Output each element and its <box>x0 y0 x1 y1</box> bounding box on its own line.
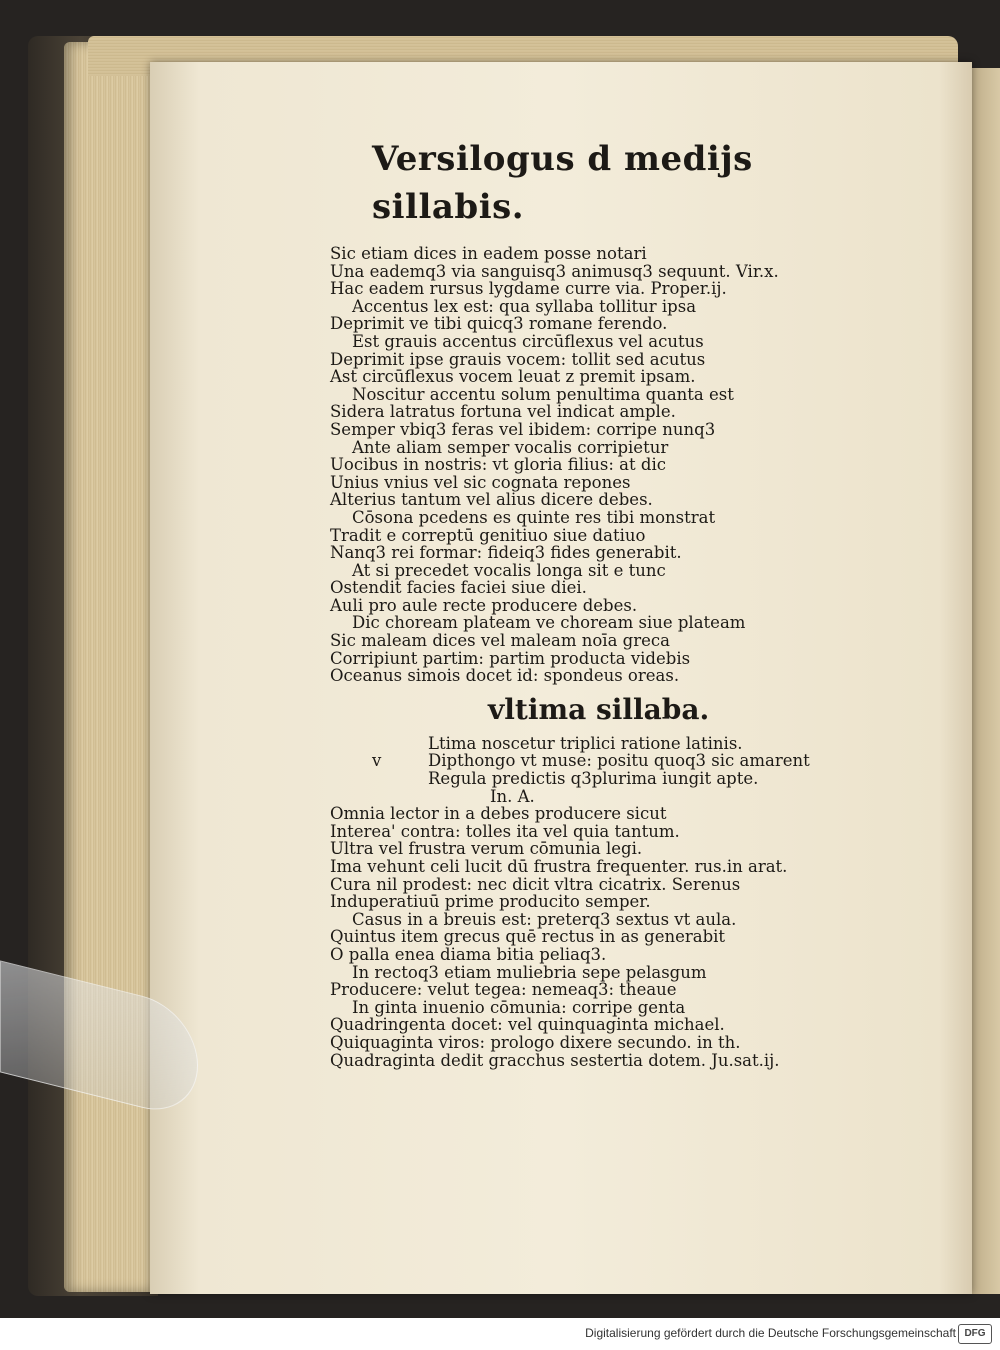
text-line <box>330 735 850 753</box>
text-line: Cōsona pcedens es quinte res tibi monstrat <box>352 507 716 527</box>
section-final-syllable <box>330 805 850 1069</box>
text-line: Hac eadem rursus lygdame curre via. Proper.ij. <box>330 279 727 299</box>
text-line: Quintus item grecus quē rectus in as generabit <box>330 927 726 947</box>
footer-text: Digitalisierung gefördert durch die Deutsche Forschungsgemeinschaft <box>585 1326 956 1340</box>
text-line: Deprimit ipse grauis vocem: tollit sed acutus <box>330 349 706 369</box>
text-line: Corripiunt partim: partim producta videbis <box>330 648 691 668</box>
text-line: Est grauis accentus circūflexus vel acutus <box>352 331 704 351</box>
text-line: Sic etiam dices in eadem posse notari <box>330 244 647 263</box>
text-line: Accentus lex est: qua syllaba tollitur ipsa <box>352 296 697 316</box>
text-line: Sic maleam dices vel maleam noīa greca <box>330 631 670 651</box>
line-text: Dipthongo vt muse: positu quoq3 sic amarent <box>428 751 810 771</box>
text-line: Quadraginta dedit gracchus sestertia dotem. Ju.sat.ij. <box>330 1050 780 1070</box>
line-text: Regula predictis q3plurima iungit apte. <box>428 769 759 789</box>
text-line: Ante aliam semper vocalis corripietur <box>352 437 669 457</box>
text-line: Tradit e correptū genitiuo siue datiuo <box>330 525 646 545</box>
text-line: Uocibus in nostris: vt gloria filius: at dic <box>330 455 666 475</box>
text-line: Deprimit ve tibi quicq3 romane ferendo. <box>330 314 668 334</box>
text-line: Unius vnius vel sic cognata repones <box>330 472 631 492</box>
text-line: Noscitur accentu solum penultima quanta est <box>352 384 734 404</box>
text-line: Auli pro aule recte producere debes. <box>330 595 638 615</box>
text-line <box>330 752 850 770</box>
text-line <box>330 770 850 788</box>
text-line: Casus in a breuis est: preterq3 sextus vt aula. <box>352 909 737 929</box>
text-line: Nanq3 rei formar: fideiq3 fides generabit. <box>330 543 682 563</box>
text-line: Quiquaginta viros: prologo dixere secundo. in th. <box>330 1032 741 1052</box>
text-line: Ima vehunt celi lucit dū frustra frequenter. rus.in arat. <box>330 857 788 876</box>
text-line: Cura nil prodest: nec dicit vltra cicatrix. Serenus <box>330 874 741 894</box>
line-text: Ltima noscetur triplici ratione latinis. <box>428 733 743 753</box>
section-medial-syllables <box>330 245 850 685</box>
text-line: O palla enea diama bitia peliaq3. <box>330 944 607 964</box>
footer-bar <box>0 1318 1000 1350</box>
text-line: Alterius tantum vel alius dicere debes. <box>330 490 653 510</box>
text-line: Dic choream plateam ve choream siue plateam <box>352 613 746 633</box>
text-line: Interea' contra: tolles ita vel quia tantum. <box>330 821 680 841</box>
margin-marker: v <box>372 751 382 771</box>
section-final-intro <box>330 735 850 788</box>
text-line: Ultra vel frustra verum cōmunia legi. <box>330 839 643 859</box>
dfg-logo: DFG <box>958 1324 992 1344</box>
text-line: Una eademq3 via sanguisq3 animusq3 sequunt. Vir.x. <box>330 261 779 281</box>
text-line: At si precedet vocalis longa sit e tunc <box>352 560 666 580</box>
text-line: Induperatiuū prime producito semper. <box>330 892 651 912</box>
page-title: Versilogus d medijs sillabis. <box>372 139 753 227</box>
text-line: Quadringenta docet: vel quinquaginta michael. <box>330 1015 725 1035</box>
section-heading-final-syllable: vltima sillaba. <box>488 692 710 726</box>
facing-page-strip <box>972 68 1000 1294</box>
text-line: In ginta inuenio cōmunia: corripe genta <box>352 997 686 1017</box>
text-line: Semper vbiq3 feras vel ibidem: corripe nunq3 <box>330 419 716 439</box>
text-line: Oceanus simois docet id: spondeus oreas. <box>330 666 680 686</box>
text-line: Ostendit facies faciei siue diei. <box>330 578 587 598</box>
sub-heading: In. A. <box>490 786 535 806</box>
text-line: Omnia lector in a debes producere sicut <box>330 804 667 824</box>
page-text <box>330 135 850 1069</box>
text-line: Ast circūflexus vocem leuat z premit ipsam. <box>330 367 696 387</box>
text-line: Producere: velut tegea: nemeaq3: theaue <box>330 980 677 1000</box>
text-line: In rectoq3 etiam muliebria sepe pelasgum <box>352 962 707 982</box>
text-line: Sidera latratus fortuna vel indicat ample. <box>330 402 676 422</box>
